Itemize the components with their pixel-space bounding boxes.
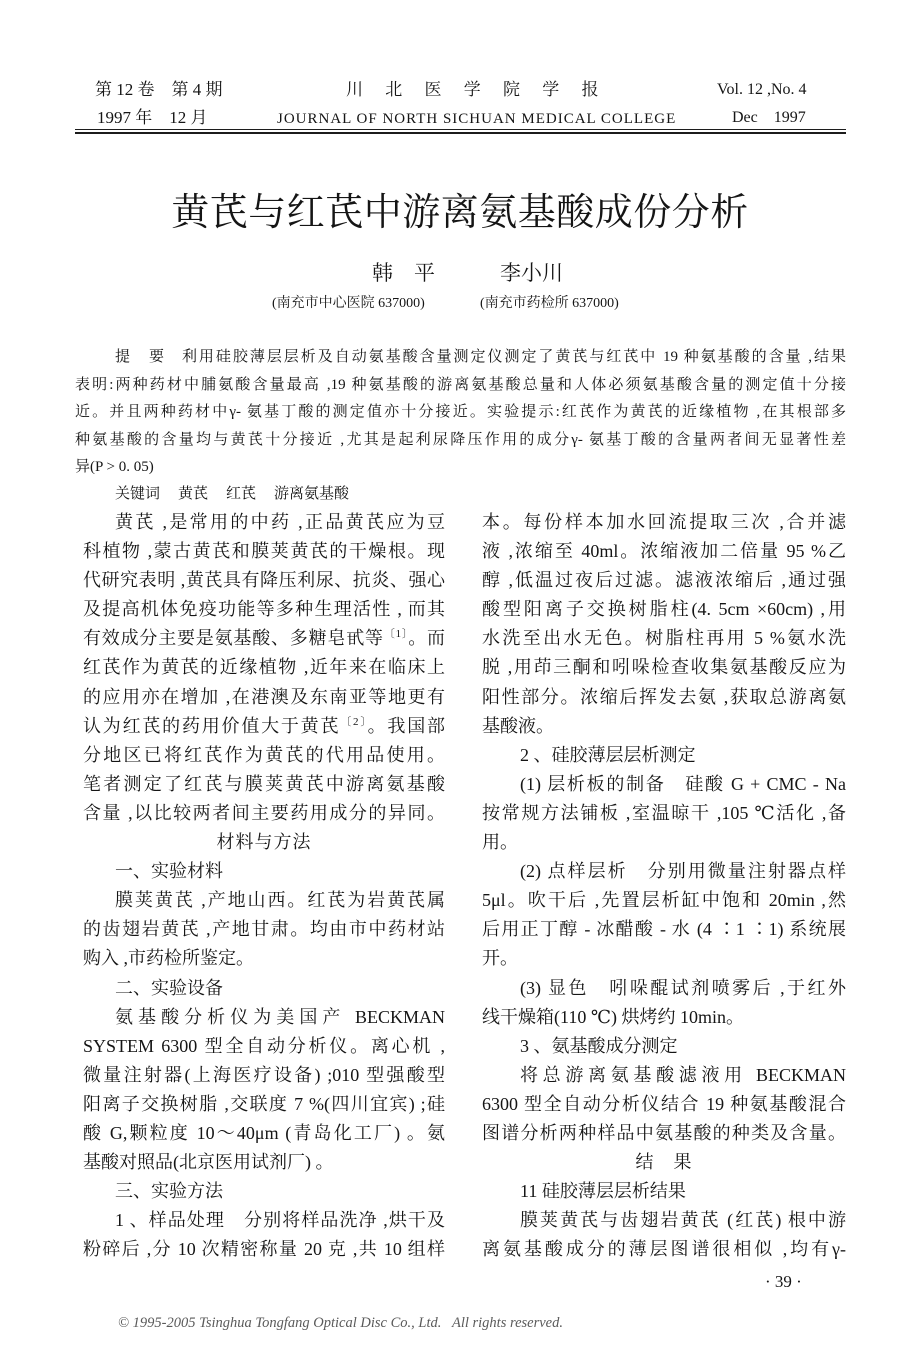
abstract-text: 利用硅胶薄层层析及自动氨基酸含量测定仪测定了黄芪与红芪中 19 种氨基酸的含量 ,结果	[181, 349, 846, 365]
text-line: 用。	[482, 832, 518, 853]
right-column	[482, 508, 846, 1264]
journal-name-en: JOURNAL OF NORTH SICHUAN MEDICAL COLLEGE	[277, 111, 677, 127]
text-line: 液 ,浓缩至 40ml。浓缩液加二倍量 95 %乙	[482, 541, 846, 562]
abstract-line: 表明:两种药材中脯氨酸含量最高 ,19 种氨基酸的游离氨基酸总量和人体必须氨基酸含量的测定值十分接	[75, 376, 846, 393]
subheading-equipment: 二、实验设备	[115, 977, 223, 998]
text-line: 黄芪 ,是常用的中药 ,正品黄芪应为豆	[115, 512, 445, 532]
author-2: 李小川	[500, 261, 563, 285]
text-line: 1 、样品处理 分别将样品洗净 ,烘干及	[115, 1210, 445, 1231]
affiliation-1: (南充市中心医院 637000)	[272, 296, 425, 311]
text-segment: 有效成分主要是氨基酸、多糖皂甙等	[83, 628, 384, 649]
abstract-line: 种氨基酸的含量均与黄芪十分接近 ,尤其是起利尿降压作用的成分γ- 氨基丁酸的含量两者间无显著性差	[75, 431, 846, 448]
copyright-footer: © 1995-2005 Tsinghua Tongfang Optical Disc Co., Ltd. All rights reserved.	[118, 1315, 563, 1331]
text-segment: 。而	[408, 628, 445, 649]
text-line: 的齿翅岩黄芪 ,产地甘肃。均由市中药材站	[83, 919, 445, 940]
affiliation-2: (南充市药检所 637000)	[480, 296, 619, 311]
journal-name-cn: 川 北 医 学 院 学 报	[346, 80, 608, 99]
text-segment: 认为红芪的药用价值大于黄芪	[83, 715, 341, 736]
text-line: 粉碎后 ,分 10 次精密称量 20 克 ,共 10 组样	[83, 1239, 445, 1260]
text-line: 膜荚黄芪与齿翅岩黄芪 (红芪) 根中游	[520, 1210, 846, 1231]
text-line: 将总游离氨基酸滤液用 BECKMAN	[520, 1064, 846, 1085]
abstract-line: 近。并且两种药材中γ- 氨基丁酸的测定值亦十分接近。实验提示:红芪作为黄芪的近缘植物 ,在其根部多	[75, 404, 846, 420]
text-line: 水洗至出水无色。树脂柱再用 5 %氨水洗	[482, 628, 846, 649]
subheading-methods: 三、实验方法	[115, 1181, 223, 1202]
keyword: 黄芪	[178, 486, 209, 502]
subheading-amino-acid-assay: 3 、氨基酸成分测定	[520, 1035, 678, 1056]
header-rule-thin	[75, 129, 846, 130]
issue-date-en: Dec 1997	[732, 109, 806, 126]
text-line: 代研究表明 ,黄芪具有降压利尿、抗炎、强心	[83, 570, 445, 591]
text-line: 笔者测定了红芪与膜荚黄芪中游离氨基酸	[83, 773, 445, 794]
issue-date-cn: 1997 年 12 月	[97, 108, 208, 127]
subheading-materials: 一、实验材料	[115, 861, 223, 882]
text-line: 图谱分析两种样品中氨基酸的种类及含量。	[482, 1122, 846, 1143]
text-line: 线干燥箱(110 ℃) 烘烤约 10min。	[482, 1006, 744, 1027]
section-heading-materials-methods: 材料与方法	[216, 832, 312, 853]
text-line: (3) 显色 吲哚醌试剂喷雾后 ,于红外	[520, 977, 846, 998]
text-line: 开。	[482, 948, 518, 969]
text-line: SYSTEM 6300 型全自动分析仪。离心机 ,	[83, 1035, 445, 1056]
text-line: 本。每份样本加水回流提取三次 ,合并滤	[482, 512, 846, 532]
text-line: 分地区已将红芪作为黄芪的代用品使用。	[83, 744, 445, 765]
text-line: 含量 ,以比较两者间主要药用成分的异同。	[83, 802, 445, 823]
volume-issue-en: Vol. 12 ,No. 4	[717, 81, 807, 98]
text-line: 及提高机体免疫功能等多种生理活性 , 而其	[83, 599, 445, 620]
text-line: (2) 点样层析 分别用微量注射器点样	[520, 861, 846, 882]
article-title: 黄芪与红芪中游离氨基酸成份分析	[171, 192, 749, 234]
abstract-line: 异(P > 0. 05)	[75, 459, 154, 475]
text-line: 购入 ,市药检所鉴定。	[83, 948, 254, 969]
keywords	[115, 481, 349, 507]
text-line: 阳性部分。浓缩后挥发去氨 ,获取总游离氨	[482, 686, 846, 707]
keywords-label: 关键词	[115, 486, 161, 502]
page-number: · 39 ·	[765, 1272, 802, 1291]
header-rule-thick	[75, 132, 846, 134]
keyword: 红芪	[226, 486, 257, 502]
abstract-label: 提 要	[115, 349, 166, 365]
text-line: 离氨基酸成分的薄层图谱很相似 ,均有γ-	[482, 1239, 846, 1260]
abstract	[75, 344, 846, 482]
text-line: 膜荚黄芪 ,产地山西。红芪为岩黄芪属	[115, 890, 445, 911]
text-line: 脱 ,用茚三酮和吲哚检查收集氨基酸反应为	[482, 657, 846, 678]
volume-issue: 第 12 卷 第 4 期	[95, 80, 223, 99]
text-line: 阳离子交换树脂 ,交联度 7 %(四川宜宾) ;硅	[83, 1093, 445, 1114]
keyword: 游离氨基酸	[274, 486, 350, 502]
text-line: 按常规方法铺板 ,室温晾干 ,105 ℃活化 ,备	[482, 802, 846, 823]
text-line: 醇 ,低温过夜后过滤。滤液浓缩后 ,通过强	[482, 570, 846, 591]
text-line: 基酸对照品(北京医用试剂厂) 。	[83, 1152, 334, 1173]
text-line: 后用正丁醇 - 冰醋酸 - 水 (4 ∶1 ∶1) 系统展	[482, 919, 846, 940]
text-line: 酸型阳离子交换树脂柱(4. 5cm ×60cm) ,用	[482, 599, 846, 620]
text-line: 5μl。吹干后 ,先置层析缸中饱和 20min ,然	[482, 890, 846, 911]
text-line	[83, 712, 445, 741]
text-line: 6300 型全自动分析仪结合 19 种氨基酸混合	[482, 1093, 846, 1114]
left-column	[83, 508, 445, 1264]
text-segment: 。我国部	[367, 715, 445, 736]
citation-ref-1: 〔1〕	[383, 628, 409, 641]
text-line: (1) 层析板的制备 硅酸 G + CMC - Na	[520, 773, 846, 794]
text-line	[83, 624, 445, 653]
citation-ref-2: 〔2〕	[340, 715, 368, 728]
abstract-line	[75, 344, 846, 372]
subheading-tlc: 2 、硅胶薄层层析测定	[520, 744, 696, 765]
subheading-tlc-results: 11 硅胶薄层层析结果	[520, 1181, 686, 1202]
text-line: 酸 G,颗粒度 10～40μm (青岛化工厂) 。氨	[83, 1122, 445, 1143]
author-1: 韩 平	[372, 261, 435, 285]
section-heading-results: 结 果	[635, 1152, 693, 1173]
text-line: 微量注射器(上海医疗设备) ;010 型强酸型	[83, 1064, 445, 1085]
text-line: 基酸液。	[482, 715, 554, 736]
text-line: 氨基酸分析仪为美国产 BECKMAN	[115, 1006, 445, 1027]
text-line: 的应用亦在增加 ,在港澳及东南亚等地更有	[83, 686, 445, 707]
text-line: 红芪作为黄芪的近缘植物 ,近年来在临床上	[83, 657, 445, 678]
text-line: 科植物 ,蒙古黄芪和膜荚黄芪的干燥根。现	[83, 541, 445, 562]
